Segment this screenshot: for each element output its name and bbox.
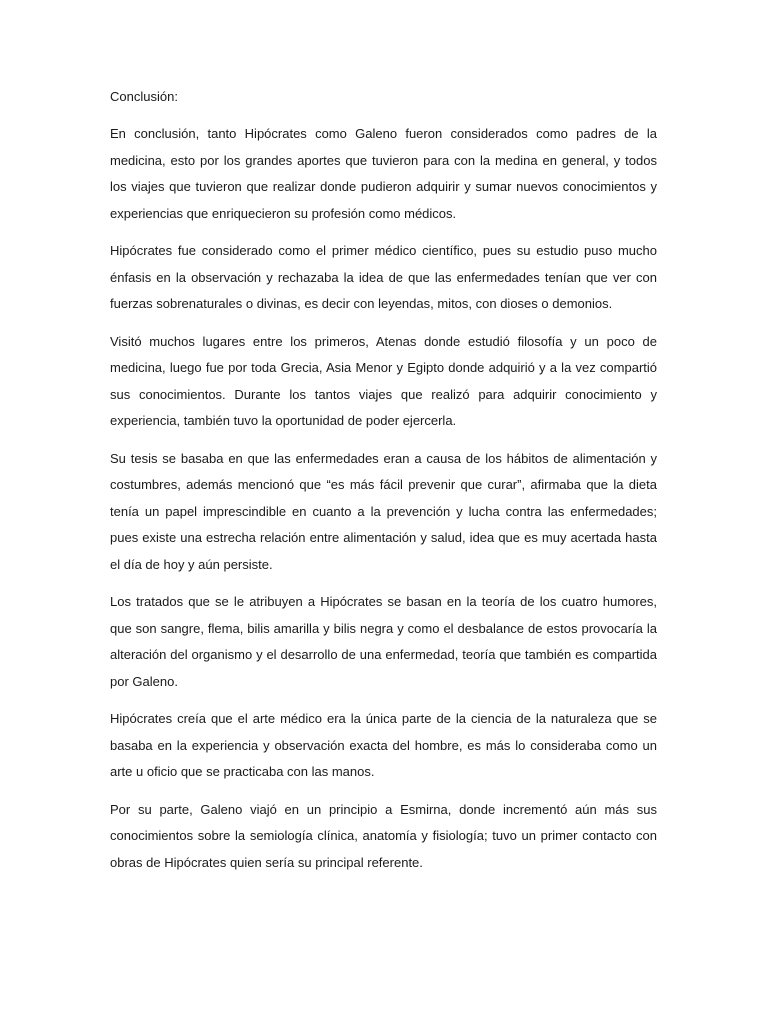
document-page [110,84,657,887]
section-heading: Conclusión: [110,89,178,104]
paragraph-4: Su tesis se basaba en que las enfermedades eran a causa de los hábitos de alimentación y costumbres, además mencionó que “es más fácil prevenir que curar”, afirmaba que la dieta tenía un papel imprescindible en cuanto a la prevención y lucha contra las enfermedades; pues existe una estrecha relación entre alimentación y salud, idea que es muy acertada hasta el día de hoy y aún persiste. [110,450,657,572]
paragraph-7: Por su parte, Galeno viajó en un principio a Esmirna, donde incrementó aún más sus conocimientos sobre la semiología clínica, anatomía y fisiología; tuvo un primer contacto con obras de Hipócrates quien sería su principal referente. [110,801,657,870]
paragraph-6: Hipócrates creía que el arte médico era la única parte de la ciencia de la naturaleza que se basaba en la experiencia y observación exacta del hombre, es más lo consideraba como un arte u oficio que se practicaba con las manos. [110,711,657,779]
paragraph-5: Los tratados que se le atribuyen a Hipócrates se basan en la teoría de los cuatro humores, que son sangre, flema, bilis amarilla y bilis negra y como el desbalance de estos provocaría la alteración del organismo y el desarrollo de una enfermedad, teoría que también es compartida por Galeno. [110,594,657,689]
paragraph-2: Hipócrates fue considerado como el primer médico científico, pues su estudio puso mucho énfasis en la observación y rechazaba la idea de que las enfermedades tenían que ver con fuerzas sobrenaturales o divinas, es decir con leyendas, mitos, con dioses o demonios. [110,243,657,311]
paragraph-3: Visitó muchos lugares entre los primeros, Atenas donde estudió filosofía y un poco de medicina, luego fue por toda Grecia, Asia Menor y Egipto donde adquirió y a la vez compartió sus conocimientos. Durante los tantos viajes que realizó para adquirir conocimiento y experiencia, también tuvo la oportunidad de poder ejercerla. [110,333,657,428]
paragraph-1: En conclusión, tanto Hipócrates como Galeno fueron considerados como padres de la medicina, esto por los grandes aportes que tuvieron para con la medina en general, y todos los viajes que tuvieron que realizar donde pudieron adquirir y sumar nuevos conocimientos y experiencias que enriquecieron su profesión como médicos. [110,126,657,221]
